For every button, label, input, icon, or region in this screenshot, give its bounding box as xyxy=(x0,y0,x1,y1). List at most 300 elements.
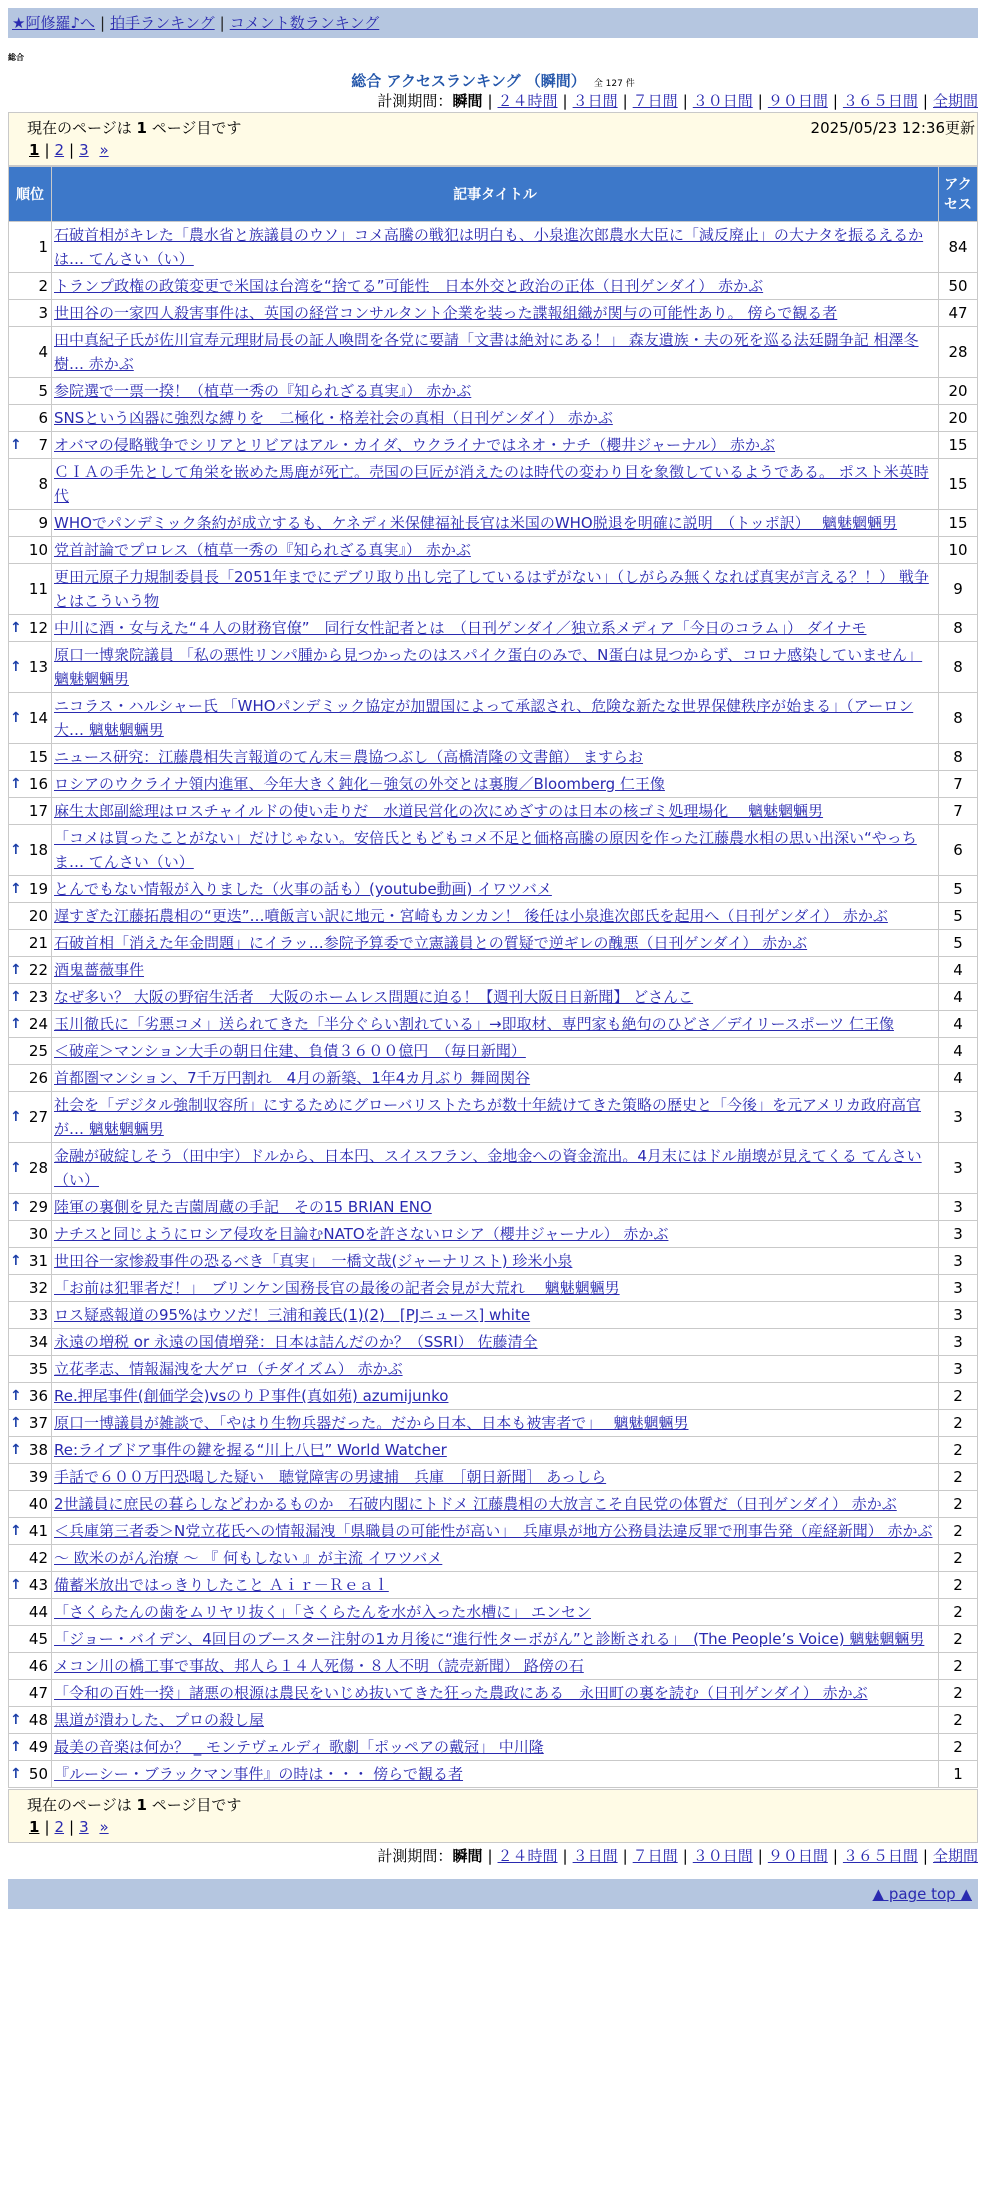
article-link[interactable]: 最美の音楽は何か？ _ モンテヴェルディ 歌劇「ポッペアの戴冠」 中川隆 xyxy=(54,1738,544,1756)
rank-cell xyxy=(9,1464,51,1490)
title-cell xyxy=(52,378,938,404)
article-link[interactable]: 立花孝志、情報漏洩を大ゲロ（チダイズム） 赤かぶ xyxy=(54,1360,403,1378)
up-arrow-icon: ↑ xyxy=(10,881,22,897)
rank-number: 4 xyxy=(38,343,48,361)
access-count: 2 xyxy=(939,1680,977,1706)
access-count: 15 xyxy=(939,510,977,536)
rank-cell xyxy=(9,1545,51,1571)
access-count: 1 xyxy=(939,1761,977,1787)
article-link[interactable]: SNSという凶器に強烈な縛りを 二極化・格差社会の真相（日刊ゲンダイ） 赤かぶ xyxy=(54,409,613,427)
rank-cell xyxy=(9,537,51,563)
rank-number: 24 xyxy=(28,1015,48,1033)
access-count: 3 xyxy=(939,1302,977,1328)
article-link[interactable]: ＣＩＡの手先として角栄を嵌めた馬鹿が死亡。売国の巨匠が消えたのは時代の変わり目を象徴しているようである。 ポスト米英時代 xyxy=(54,463,929,505)
title-cell xyxy=(52,1545,938,1571)
access-header: アクセス xyxy=(939,167,977,221)
access-count: 3 xyxy=(939,1248,977,1274)
table-row xyxy=(9,378,977,404)
article-link[interactable]: 2世議員に庶民の暮らしなどわかるものか 石破内閣にトドメ 江藤農相の大放言こそ自民党の体質だ（日刊ゲンダイ） 赤かぶ xyxy=(54,1495,897,1513)
rank-number: 32 xyxy=(28,1279,48,1297)
rank-cell xyxy=(9,1518,51,1544)
table-row xyxy=(9,771,977,797)
article-link[interactable]: ニコラス・ハルシャー氏 「WHOパンデミック協定が加盟国によって承認され、危険な新たな世界保健秩序が始まる」（アーロン大… 魑魅魍魎男 xyxy=(54,697,914,739)
article-link[interactable]: Re:ライブドア事件の鍵を握る“川上八巳” World Watcher xyxy=(54,1441,447,1459)
rank-number: 29 xyxy=(28,1198,48,1216)
title-cell xyxy=(52,1707,938,1733)
table-row xyxy=(9,1464,977,1490)
up-arrow-icon: ↑ xyxy=(10,620,22,636)
rank-cell xyxy=(9,798,51,824)
access-count: 5 xyxy=(939,876,977,902)
access-count: 4 xyxy=(939,1011,977,1037)
table-row xyxy=(9,510,977,536)
rank-cell xyxy=(9,1653,51,1679)
period-selector-top xyxy=(8,90,978,112)
up-arrow-icon: ↑ xyxy=(10,1016,22,1032)
period-current: 瞬間 xyxy=(452,1847,483,1865)
article-link[interactable]: 「令和の百姓一揆」諸悪の根源は農民をいじめ抜いてきた狂った農政にある 永田町の裏を読む（日刊ゲンダイ） 赤かぶ xyxy=(54,1684,868,1702)
access-count: 28 xyxy=(939,327,977,377)
rank-cell xyxy=(9,1410,51,1436)
rank-number: 42 xyxy=(28,1549,48,1567)
pagination-page-link[interactable]: 2 xyxy=(54,1818,65,1836)
title-cell xyxy=(52,1761,938,1787)
rank-number: 10 xyxy=(28,541,48,559)
up-arrow-icon: ↑ xyxy=(10,1766,22,1782)
access-count: 8 xyxy=(939,693,977,743)
title-cell xyxy=(52,1011,938,1037)
rank-number: 30 xyxy=(28,1225,48,1243)
article-link[interactable]: 永遠の増税 or 永遠の国債増発：日本は詰んだのか？（SSRI） 佐藤清全 xyxy=(54,1333,538,1351)
page-top-link[interactable]: ▲ page top ▲ xyxy=(872,1885,972,1903)
article-link[interactable]: 黒道が潰わした、プロの殺し屋 xyxy=(54,1711,265,1729)
rank-number: 12 xyxy=(28,619,48,637)
table-row xyxy=(9,744,977,770)
pagination-space xyxy=(89,1818,100,1836)
table-row xyxy=(9,930,977,956)
article-link[interactable]: 手話で６００万円恐喝した疑い 聴覚障害の男逮捕 兵庫 ［朝日新聞］ あっしら xyxy=(54,1468,607,1486)
up-arrow-icon: ↑ xyxy=(10,659,22,675)
rank-cell xyxy=(9,903,51,929)
table-header-row xyxy=(9,167,977,221)
title-cell xyxy=(52,984,938,1010)
title-cell xyxy=(52,693,938,743)
title-cell xyxy=(52,1680,938,1706)
up-arrow-icon: ↑ xyxy=(10,1523,22,1539)
article-link[interactable]: ～ 欧米のがん治療 ～ 『 何もしない 』が主流 イワツバメ xyxy=(54,1549,443,1567)
period-separator: | xyxy=(757,1847,763,1865)
period-separator: | xyxy=(622,92,628,110)
access-count: 3 xyxy=(939,1092,977,1142)
period-link[interactable]: 全期間 xyxy=(932,92,978,110)
pagination-separator: | xyxy=(69,1818,75,1836)
period-separator: | xyxy=(922,1847,928,1865)
up-arrow-icon: ↑ xyxy=(10,1388,22,1404)
rank-number: 7 xyxy=(38,436,48,454)
up-arrow-icon: ↑ xyxy=(10,710,22,726)
access-count: 6 xyxy=(939,825,977,875)
table-row xyxy=(9,1707,977,1733)
table-row xyxy=(9,1518,977,1544)
applause-ranking-link[interactable]: 拍手ランキング xyxy=(110,14,215,32)
access-count: 2 xyxy=(939,1626,977,1652)
article-link[interactable]: WHOでパンデミック条約が成立するも、ケネディ米保健福祉長官は米国のWHO脱退を明確に説明 （トッポ訳） 魑魅魍魎男 xyxy=(54,514,898,532)
access-count: 3 xyxy=(939,1356,977,1382)
page-status-suffix: ページ目です xyxy=(151,119,242,137)
title-header: 記事タイトル xyxy=(52,167,938,221)
rank-cell xyxy=(9,1011,51,1037)
title-cell xyxy=(52,642,938,692)
article-link[interactable]: 「さくらたんの歯をムリヤリ抜く」「さくらたんを水が入った水槽に」 エンセン xyxy=(54,1603,591,1621)
rank-number: 46 xyxy=(28,1657,48,1675)
title-cell xyxy=(52,1572,938,1598)
title-cell xyxy=(52,1092,938,1142)
period-link[interactable]: ２４時間 xyxy=(497,1847,558,1865)
article-link[interactable]: 麻生太郎副総理はロスチャイルドの使い走りだ 水道民営化の次にめざすのは日本の核ゴミ処理場化 魑魅魍魎男 xyxy=(54,802,824,820)
nav-separator: | xyxy=(219,14,225,32)
pagination-current: 1 xyxy=(29,141,40,159)
rank-cell xyxy=(9,642,51,692)
rank-number: 39 xyxy=(28,1468,48,1486)
article-link[interactable]: 田中真紀子氏が佐川宣寿元理財局長の証人喚問を各党に要請「文書は絶対にある！」 森友遺族・夫の死を巡る法廷闘争記 相澤冬樹… 赤かぶ xyxy=(54,331,919,373)
title-cell xyxy=(52,1356,938,1382)
access-count: 4 xyxy=(939,984,977,1010)
up-arrow-icon: ↑ xyxy=(10,962,22,978)
table-row xyxy=(9,327,977,377)
page-title-row xyxy=(8,70,978,90)
rank-cell xyxy=(9,564,51,614)
rank-cell xyxy=(9,1491,51,1517)
access-count: 2 xyxy=(939,1464,977,1490)
period-link[interactable]: ３６５日間 xyxy=(842,1847,918,1865)
rank-number: 48 xyxy=(28,1711,48,1729)
title-cell xyxy=(52,1221,938,1247)
article-link[interactable]: 石破首相「消えた年金問題」にイラッ…参院予算委で立憲議員との質疑で逆ギレの醜悪（日刊ゲンダイ） 赤かぶ xyxy=(54,934,808,952)
article-link[interactable]: 遅すぎた江藤拓農相の“更迭”…噴飯言い訳に地元・宮崎もカンカン！ 後任は小泉進次郎氏を起用へ（日刊ゲンダイ） 赤かぶ xyxy=(54,907,888,925)
article-link[interactable]: 更田元原子力規制委員長「2051年までにデブリ取り出し完了しているはずがない」（しがらみ無くなれば真実が言える？！） 戦争とはこういう物 xyxy=(54,568,929,610)
title-cell xyxy=(52,957,938,983)
title-cell xyxy=(52,1464,938,1490)
rank-cell xyxy=(9,1092,51,1142)
rank-cell xyxy=(9,1065,51,1091)
rank-number: 16 xyxy=(28,775,48,793)
title-cell xyxy=(52,1734,938,1760)
period-current: 瞬間 xyxy=(452,92,483,110)
rank-number: 41 xyxy=(28,1522,48,1540)
access-count: 3 xyxy=(939,1143,977,1193)
home-link[interactable]: ★阿修羅♪へ xyxy=(12,14,96,32)
table-row xyxy=(9,1194,977,1220)
access-count: 47 xyxy=(939,300,977,326)
access-count: 8 xyxy=(939,642,977,692)
access-count: 2 xyxy=(939,1410,977,1436)
table-row xyxy=(9,1734,977,1760)
title-cell xyxy=(52,744,938,770)
title-cell xyxy=(52,1302,938,1328)
rank-number: 38 xyxy=(28,1441,48,1459)
article-link[interactable]: ナチスと同じようにロシア侵攻を目論むNATOを許さないロシア（櫻井ジャーナル） 赤かぶ xyxy=(54,1225,669,1243)
period-link[interactable]: ３日間 xyxy=(572,92,618,110)
table-row xyxy=(9,693,977,743)
article-link[interactable]: 石破首相がキレた「農水省と族議員のウソ」コメ高騰の戦犯は明白も、小泉進次郎農水大臣に「減反廃止」の大ナタを振るえるかは… てんさい（い） xyxy=(54,226,924,268)
access-count: 2 xyxy=(939,1545,977,1571)
up-arrow-icon: ↑ xyxy=(10,842,22,858)
current-page-number: 1 xyxy=(136,119,147,137)
period-link[interactable]: ３０日間 xyxy=(692,1847,753,1865)
article-link[interactable]: 備蓄米放出ではっきりしたこと Ａｉｒ－Ｒｅａｌ xyxy=(54,1576,389,1594)
period-separator: | xyxy=(682,92,688,110)
table-row xyxy=(9,1545,977,1571)
rank-cell xyxy=(9,378,51,404)
title-cell xyxy=(52,510,938,536)
article-link[interactable]: 酒鬼薔薇事件 xyxy=(54,961,145,979)
period-link[interactable]: ９０日間 xyxy=(767,92,828,110)
title-cell xyxy=(52,564,938,614)
article-link[interactable]: 陸軍の裏側を見た吉薗周蔵の手記 その15 BRIAN ENO xyxy=(54,1198,432,1216)
article-link[interactable]: 首都圏マンション、7千万円割れ 4月の新築、1年4カ月ぶり 舞岡関谷 xyxy=(54,1069,531,1087)
access-count: 20 xyxy=(939,378,977,404)
article-link[interactable]: 社会を「デジタル強制収容所」にするためにグローバリストたちが数十年続けてきた策略の歴史と「今後」を元アメリカ政府高官が… 魑魅魍魎男 xyxy=(54,1096,922,1138)
access-count: 7 xyxy=(939,798,977,824)
rank-cell xyxy=(9,459,51,509)
ranking-table xyxy=(8,166,978,1788)
table-row xyxy=(9,1653,977,1679)
pagination-next-link[interactable]: » xyxy=(99,141,109,159)
article-link[interactable]: 『ルーシー・ブラックマン事件』の時は・・・ 傍らで観る者 xyxy=(54,1765,464,1783)
pagination-separator: | xyxy=(44,141,50,159)
rank-number: 5 xyxy=(38,382,48,400)
period-link[interactable]: ９０日間 xyxy=(767,1847,828,1865)
article-link[interactable]: 原口一博議員が雑談で、「やはり生物兵器だった。だから日本、日本も被害者で」 魑魅魍魎男 xyxy=(54,1414,689,1432)
access-count: 4 xyxy=(939,957,977,983)
table-row xyxy=(9,1761,977,1787)
rank-number: 44 xyxy=(28,1603,48,1621)
period-separator: | xyxy=(487,92,493,110)
rank-number: 26 xyxy=(28,1069,48,1087)
access-count: 8 xyxy=(939,744,977,770)
pagination-separator: | xyxy=(44,1818,50,1836)
rank-number: 17 xyxy=(28,802,48,820)
article-link[interactable]: とんでもない情報が入りました（火事の話も）(youtube動画) イワツバメ xyxy=(54,880,552,898)
pagination-next-link[interactable]: » xyxy=(99,1818,109,1836)
access-count: 2 xyxy=(939,1437,977,1463)
rank-cell xyxy=(9,1329,51,1355)
up-arrow-icon: ↑ xyxy=(10,1253,22,1269)
rank-cell xyxy=(9,1038,51,1064)
rank-number: 18 xyxy=(28,841,48,859)
article-link[interactable]: 世田谷一家惨殺事件の恐るべき「真実」 一橋文哉(ジャーナリスト) 珍米小泉 xyxy=(54,1252,573,1270)
period-link[interactable]: ７日間 xyxy=(632,1847,678,1865)
rank-number: 47 xyxy=(28,1684,48,1702)
table-row xyxy=(9,1599,977,1625)
article-link[interactable]: ニュース研究：江藤農相失言報道のてん末＝農協つぶし（高橋清隆の文書館） ますらお xyxy=(54,748,644,766)
rank-cell xyxy=(9,405,51,431)
title-cell xyxy=(52,1194,938,1220)
table-row xyxy=(9,1680,977,1706)
article-link[interactable]: 党首討論でプロレス（植草一秀の『知られざる真実』） 赤かぶ xyxy=(54,541,471,559)
period-separator: | xyxy=(832,92,838,110)
article-link[interactable]: なぜ多い？ 大阪の野宿生活者 大阪のホームレス問題に迫る！【週刊大阪日日新聞】 どさんこ xyxy=(54,988,694,1006)
up-arrow-icon: ↑ xyxy=(10,1577,22,1593)
period-link[interactable]: ３０日間 xyxy=(692,92,753,110)
rank-cell xyxy=(9,1599,51,1625)
access-count: 5 xyxy=(939,903,977,929)
article-link[interactable]: 世田谷の一家四人殺害事件は、英国の経営コンサルタント企業を装った諜報組織が関与の可能性あり。 傍らで観る者 xyxy=(54,304,838,322)
period-separator: | xyxy=(622,1847,628,1865)
title-cell xyxy=(52,405,938,431)
article-link[interactable]: 「ジョー・バイデン、4回目のブースター注射の1カ月後に“進行性ターボがん”と診断される」 (The People’s Voice) 魑魅魍魎男 xyxy=(54,1630,925,1648)
article-link[interactable]: 原口一博衆院議員 「私の悪性リンパ腫から見つかったのはスパイク蛋白のみで、N蛋白は見つからず、コロナ感染していません」 魑魅魍魎男 xyxy=(54,646,923,688)
access-count: 2 xyxy=(939,1707,977,1733)
up-arrow-icon: ↑ xyxy=(10,1415,22,1431)
article-link[interactable]: 「コメは買ったことがない」だけじゃない。安倍氏ともどもコメ不足と価格高騰の原因を作った江藤農水相の思い出深い“やっちま… てんさい（い） xyxy=(54,829,917,871)
rank-cell xyxy=(9,1761,51,1787)
title-cell xyxy=(52,1653,938,1679)
rank-number: 2 xyxy=(38,277,48,295)
rank-cell xyxy=(9,432,51,458)
title-cell xyxy=(52,1599,938,1625)
rank-cell xyxy=(9,1221,51,1247)
table-row xyxy=(9,1275,977,1301)
rank-number: 8 xyxy=(38,475,48,493)
title-cell xyxy=(52,273,938,299)
period-link[interactable]: ３日間 xyxy=(572,1847,618,1865)
title-cell xyxy=(52,459,938,509)
article-link[interactable]: オバマの侵略戦争でシリアとリビアはアル・カイダ、ウクライナではネオ・ナチ（櫻井ジャーナル） 赤かぶ xyxy=(54,436,776,454)
article-link[interactable]: ＜破産＞マンション大手の朝日住建、負債３６００億円 （毎日新聞） xyxy=(54,1042,526,1060)
rank-number: 15 xyxy=(28,748,48,766)
access-count: 84 xyxy=(939,222,977,272)
table-row xyxy=(9,615,977,641)
access-count: 2 xyxy=(939,1383,977,1409)
period-label: 計測期間： xyxy=(377,1847,453,1865)
period-separator: | xyxy=(487,1847,493,1865)
article-link[interactable]: メコン川の橋工事で事故、邦人ら１４人死傷・８人不明（読売新聞） 路傍の石 xyxy=(54,1657,584,1675)
title-cell xyxy=(52,1248,938,1274)
rank-cell xyxy=(9,876,51,902)
rank-number: 49 xyxy=(28,1738,48,1756)
rank-number: 14 xyxy=(28,709,48,727)
period-link[interactable]: ７日間 xyxy=(632,92,678,110)
rank-cell xyxy=(9,693,51,743)
article-link[interactable]: 参院選で一票一揆！（植草一秀の『知られざる真実』） 赤かぶ xyxy=(54,382,472,400)
rank-cell xyxy=(9,1194,51,1220)
access-count: 7 xyxy=(939,771,977,797)
rank-cell xyxy=(9,984,51,1010)
table-row xyxy=(9,1410,977,1436)
rank-cell xyxy=(9,1383,51,1409)
article-link[interactable]: 金融が破綻しそう（田中宇）ドルから、日本円、スイスフラン、金地金への資金流出。4月末にはドル崩壊が見えてくる てんさい（い） xyxy=(54,1147,922,1189)
article-link[interactable]: ロス疑惑報道の95%はウソだ！三浦和義氏(1)(2) [PJニュース] white xyxy=(54,1306,531,1324)
table-row xyxy=(9,1356,977,1382)
table-row xyxy=(9,1065,977,1091)
up-arrow-icon: ↑ xyxy=(10,437,22,453)
access-count: 2 xyxy=(939,1653,977,1679)
table-row xyxy=(9,984,977,1010)
title-cell xyxy=(52,771,938,797)
pagination-current: 1 xyxy=(29,1818,40,1836)
up-arrow-icon: ↑ xyxy=(10,989,22,1005)
table-row xyxy=(9,537,977,563)
title-cell xyxy=(52,537,938,563)
comment-ranking-link[interactable]: コメント数ランキング xyxy=(229,14,380,32)
rank-number: 31 xyxy=(28,1252,48,1270)
article-link[interactable]: Re.押尾事件(創価学会)vsのりＰ事件(真如苑) azumijunko xyxy=(54,1387,449,1405)
table-row xyxy=(9,957,977,983)
title-cell xyxy=(52,798,938,824)
article-link[interactable]: 玉川徹氏に「劣悪コメ」送られてきた「半分ぐらい割れている」→即取材、専門家も絶句のひどさ／デイリースポーツ 仁王像 xyxy=(54,1015,894,1033)
pagination-separator: | xyxy=(69,141,75,159)
table-row xyxy=(9,564,977,614)
up-arrow-icon: ↑ xyxy=(10,776,22,792)
rank-cell xyxy=(9,1356,51,1382)
access-count: 9 xyxy=(939,564,977,614)
title-cell xyxy=(52,1410,938,1436)
title-cell xyxy=(52,1038,938,1064)
rank-number: 11 xyxy=(28,580,48,598)
table-row xyxy=(9,1143,977,1193)
rank-number: 25 xyxy=(28,1042,48,1060)
pagination-page-link[interactable]: 3 xyxy=(79,141,89,159)
table-row xyxy=(9,222,977,272)
article-link[interactable]: ロシアのウクライナ領内進軍、今年大きく鈍化－強気の外交とは裏腹／Bloomberg 仁王像 xyxy=(54,775,665,793)
total-count: 全 127 件 xyxy=(593,79,635,89)
access-count: 5 xyxy=(939,930,977,956)
pagination-page-link[interactable]: 3 xyxy=(79,1818,89,1836)
rank-number: 20 xyxy=(28,907,48,925)
nav-separator: | xyxy=(100,14,106,32)
access-count: 4 xyxy=(939,1065,977,1091)
rank-number: 9 xyxy=(38,514,48,532)
up-arrow-icon: ↑ xyxy=(10,1712,22,1728)
rank-number: 43 xyxy=(28,1576,48,1594)
rank-number: 1 xyxy=(38,238,48,256)
page-status-prefix: 現在のページは xyxy=(27,119,132,137)
rank-number: 27 xyxy=(28,1108,48,1126)
access-count: 2 xyxy=(939,1491,977,1517)
article-link[interactable]: 「お前は犯罪者だ！」 ブリンケン国務長官の最後の記者会見が大荒れ 魑魅魍魎男 xyxy=(54,1279,620,1297)
title-cell xyxy=(52,1329,938,1355)
rank-cell xyxy=(9,1626,51,1652)
rank-number: 22 xyxy=(28,961,48,979)
rank-cell xyxy=(9,1437,51,1463)
title-cell xyxy=(52,1383,938,1409)
rank-number: 50 xyxy=(28,1765,48,1783)
article-link[interactable]: トランプ政権の政策変更で米国は台湾を“捨てる”可能性 日本外交と政治の正体（日刊ゲンダイ） 赤かぶ xyxy=(54,277,764,295)
table-row xyxy=(9,1092,977,1142)
rank-number: 37 xyxy=(28,1414,48,1432)
period-link[interactable]: ２４時間 xyxy=(497,92,558,110)
table-row xyxy=(9,1248,977,1274)
rank-number: 45 xyxy=(28,1630,48,1648)
article-link[interactable]: 中川に酒・女与えた“４人の財務官僚” 同行女性記者とは （日刊ゲンダイ／独立系メディア「今日のコラム」） ダイナモ xyxy=(54,619,867,637)
access-count: 3 xyxy=(939,1221,977,1247)
table-row xyxy=(9,903,977,929)
title-cell xyxy=(52,876,938,902)
title-cell xyxy=(52,1518,938,1544)
current-page-number: 1 xyxy=(136,1796,147,1814)
title-cell xyxy=(52,825,938,875)
period-link[interactable]: ３６５日間 xyxy=(842,92,918,110)
rank-cell xyxy=(9,273,51,299)
pagination-page-link[interactable]: 2 xyxy=(54,141,65,159)
period-link[interactable]: 全期間 xyxy=(932,1847,978,1865)
title-cell xyxy=(52,903,938,929)
table-row xyxy=(9,1302,977,1328)
rank-cell xyxy=(9,1275,51,1301)
table-row xyxy=(9,876,977,902)
article-link[interactable]: ＜兵庫第三者委＞N党立花氏への情報漏洩「県職員の可能性が高い」 兵庫県が地方公務員法違反罪で刑事告発（産経新聞） 赤かぶ xyxy=(54,1522,933,1540)
